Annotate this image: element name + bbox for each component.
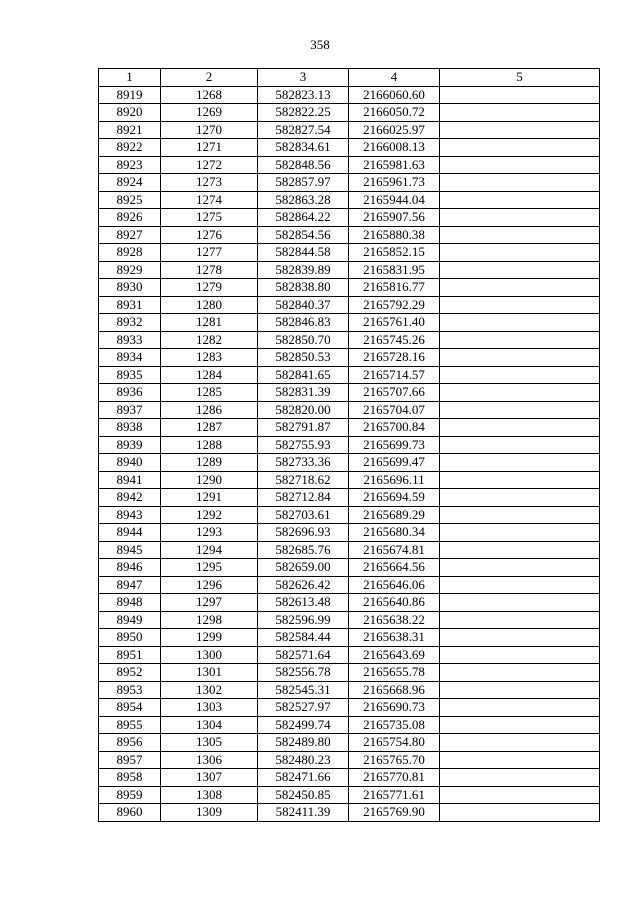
page-number: 358 [310, 37, 330, 52]
table-cell-col-5 [440, 454, 600, 472]
table-cell-col-4: 2166008.13 [349, 139, 440, 157]
table-cell-col-3: 582480.23 [258, 751, 349, 769]
table-cell-col-1: 8943 [99, 506, 161, 524]
table-cell-col-2: 1279 [161, 279, 258, 297]
table-cell-col-2: 1294 [161, 541, 258, 559]
table-cell-col-4: 2165690.73 [349, 699, 440, 717]
table-row [99, 699, 600, 717]
table-cell-col-2: 1300 [161, 646, 258, 664]
table-cell-col-3: 582854.56 [258, 226, 349, 244]
table-cell-col-5 [440, 489, 600, 507]
table-row [99, 104, 600, 122]
table-cell-col-5 [440, 594, 600, 612]
table-row [99, 524, 600, 542]
table-cell-col-3: 582571.64 [258, 646, 349, 664]
table-row [99, 366, 600, 384]
table-row [99, 681, 600, 699]
table-cell-col-3: 582696.93 [258, 524, 349, 542]
table-cell-col-1: 8926 [99, 209, 161, 227]
table-cell-col-1: 8955 [99, 716, 161, 734]
table-cell-col-1: 8953 [99, 681, 161, 699]
table-cell-col-5 [440, 716, 600, 734]
table-row [99, 401, 600, 419]
table-cell-col-4: 2165771.61 [349, 786, 440, 804]
table-cell-col-2: 1280 [161, 296, 258, 314]
table-cell-col-4: 2165754.80 [349, 734, 440, 752]
table-row [99, 244, 600, 262]
table-cell-col-4: 2165728.16 [349, 349, 440, 367]
table-cell-col-2: 1268 [161, 86, 258, 104]
table-row [99, 139, 600, 157]
table-cell-col-4: 2165696.11 [349, 471, 440, 489]
table-cell-col-3: 582864.22 [258, 209, 349, 227]
table-cell-col-3: 582450.85 [258, 786, 349, 804]
table-cell-col-2: 1276 [161, 226, 258, 244]
table-cell-col-5 [440, 646, 600, 664]
table-cell-col-1: 8924 [99, 174, 161, 192]
table-row [99, 174, 600, 192]
table-cell-col-3: 582834.61 [258, 139, 349, 157]
table-cell-col-3: 582831.39 [258, 384, 349, 402]
table-cell-col-2: 1295 [161, 559, 258, 577]
table-cell-col-2: 1307 [161, 769, 258, 787]
table-cell-col-5 [440, 541, 600, 559]
table-cell-col-4: 2165646.06 [349, 576, 440, 594]
table-cell-col-3: 582712.84 [258, 489, 349, 507]
table-cell-col-1: 8957 [99, 751, 161, 769]
table-cell-col-3: 582596.99 [258, 611, 349, 629]
table-cell-col-4: 2165880.38 [349, 226, 440, 244]
table-cell-col-3: 582659.00 [258, 559, 349, 577]
table-cell-col-2: 1305 [161, 734, 258, 752]
table-cell-col-1: 8958 [99, 769, 161, 787]
table-cell-col-2: 1286 [161, 401, 258, 419]
table-cell-col-2: 1289 [161, 454, 258, 472]
table-cell-col-5 [440, 191, 600, 209]
table-cell-col-4: 2165699.73 [349, 436, 440, 454]
table-cell-col-2: 1274 [161, 191, 258, 209]
table-cell-col-5 [440, 751, 600, 769]
table-cell-col-4: 2165792.29 [349, 296, 440, 314]
table-cell-col-3: 582411.39 [258, 804, 349, 822]
table-cell-col-3: 582838.80 [258, 279, 349, 297]
table-cell-col-4: 2165674.81 [349, 541, 440, 559]
table-cell-col-4: 2165638.22 [349, 611, 440, 629]
table-cell-col-1: 8940 [99, 454, 161, 472]
table-row [99, 279, 600, 297]
table-cell-col-3: 582489.80 [258, 734, 349, 752]
table-cell-col-4: 2165707.66 [349, 384, 440, 402]
table-cell-col-3: 582499.74 [258, 716, 349, 734]
table-cell-col-3: 582791.87 [258, 419, 349, 437]
table-cell-col-4: 2165655.78 [349, 664, 440, 682]
table-cell-col-1: 8925 [99, 191, 161, 209]
table-cell-col-5 [440, 681, 600, 699]
table-cell-col-2: 1269 [161, 104, 258, 122]
table-cell-col-2: 1299 [161, 629, 258, 647]
table-cell-col-3: 582822.25 [258, 104, 349, 122]
table-row [99, 804, 600, 822]
column-header-5: 5 [440, 69, 600, 87]
table-row [99, 296, 600, 314]
table-cell-col-2: 1283 [161, 349, 258, 367]
table-cell-col-4: 2165852.15 [349, 244, 440, 262]
table-cell-col-5 [440, 226, 600, 244]
table-cell-col-4: 2165680.34 [349, 524, 440, 542]
table-cell-col-4: 2165765.70 [349, 751, 440, 769]
table-cell-col-1: 8938 [99, 419, 161, 437]
table-row [99, 454, 600, 472]
table-cell-col-1: 8954 [99, 699, 161, 717]
table-cell-col-4: 2165700.84 [349, 419, 440, 437]
table-cell-col-1: 8950 [99, 629, 161, 647]
table-cell-col-4: 2166060.60 [349, 86, 440, 104]
table-cell-col-1: 8960 [99, 804, 161, 822]
table-cell-col-1: 8931 [99, 296, 161, 314]
table-cell-col-2: 1301 [161, 664, 258, 682]
table-cell-col-2: 1275 [161, 209, 258, 227]
table-cell-col-4: 2165714.57 [349, 366, 440, 384]
table-cell-col-1: 8936 [99, 384, 161, 402]
table-row [99, 594, 600, 612]
table-cell-col-2: 1304 [161, 716, 258, 734]
table-cell-col-1: 8921 [99, 121, 161, 139]
table-cell-col-1: 8944 [99, 524, 161, 542]
table-cell-col-5 [440, 524, 600, 542]
table-cell-col-5 [440, 471, 600, 489]
table-cell-col-2: 1281 [161, 314, 258, 332]
table-cell-col-3: 582840.37 [258, 296, 349, 314]
table-cell-col-4: 2165769.90 [349, 804, 440, 822]
table-cell-col-1: 8934 [99, 349, 161, 367]
table-cell-col-2: 1282 [161, 331, 258, 349]
table-row [99, 384, 600, 402]
table-row [99, 419, 600, 437]
table-cell-col-5 [440, 576, 600, 594]
table-cell-col-2: 1297 [161, 594, 258, 612]
table-row [99, 541, 600, 559]
table-row [99, 576, 600, 594]
table-cell-col-2: 1309 [161, 804, 258, 822]
table-cell-col-2: 1303 [161, 699, 258, 717]
table-row [99, 751, 600, 769]
table-cell-col-4: 2165770.81 [349, 769, 440, 787]
table-row [99, 314, 600, 332]
table-cell-col-5 [440, 349, 600, 367]
table-cell-col-1: 8945 [99, 541, 161, 559]
table-cell-col-2: 1308 [161, 786, 258, 804]
table-row [99, 664, 600, 682]
table-cell-col-5 [440, 611, 600, 629]
table-cell-col-2: 1290 [161, 471, 258, 489]
table-cell-col-2: 1278 [161, 261, 258, 279]
table-cell-col-3: 582613.48 [258, 594, 349, 612]
table-cell-col-5 [440, 699, 600, 717]
table-cell-col-2: 1287 [161, 419, 258, 437]
table-cell-col-2: 1296 [161, 576, 258, 594]
table-cell-col-4: 2165689.29 [349, 506, 440, 524]
table-cell-col-2: 1271 [161, 139, 258, 157]
table-cell-col-4: 2165761.40 [349, 314, 440, 332]
table-cell-col-3: 582733.36 [258, 454, 349, 472]
table-cell-col-3: 582471.66 [258, 769, 349, 787]
table-cell-col-1: 8928 [99, 244, 161, 262]
table-cell-col-3: 582556.78 [258, 664, 349, 682]
table-cell-col-4: 2165664.56 [349, 559, 440, 577]
table-row [99, 349, 600, 367]
table-cell-col-2: 1272 [161, 156, 258, 174]
table-cell-col-5 [440, 401, 600, 419]
table-cell-col-1: 8930 [99, 279, 161, 297]
column-header-4: 4 [349, 69, 440, 87]
table-cell-col-5 [440, 209, 600, 227]
table-cell-col-5 [440, 366, 600, 384]
table-cell-col-5 [440, 156, 600, 174]
table-body [99, 86, 600, 821]
table-cell-col-5 [440, 769, 600, 787]
table-cell-col-3: 582839.89 [258, 261, 349, 279]
table-cell-col-5 [440, 86, 600, 104]
table-cell-col-2: 1298 [161, 611, 258, 629]
table-cell-col-2: 1277 [161, 244, 258, 262]
table-cell-col-1: 8952 [99, 664, 161, 682]
table-cell-col-5 [440, 629, 600, 647]
table-cell-col-2: 1293 [161, 524, 258, 542]
table-cell-col-5 [440, 436, 600, 454]
table-cell-col-4: 2165643.69 [349, 646, 440, 664]
table-cell-col-1: 8932 [99, 314, 161, 332]
table-cell-col-4: 2166025.97 [349, 121, 440, 139]
table-row [99, 734, 600, 752]
table-row [99, 86, 600, 104]
table-cell-col-4: 2166050.72 [349, 104, 440, 122]
table-cell-col-4: 2165668.96 [349, 681, 440, 699]
table-cell-col-2: 1306 [161, 751, 258, 769]
table-cell-col-3: 582823.13 [258, 86, 349, 104]
table-cell-col-1: 8946 [99, 559, 161, 577]
table-cell-col-3: 582841.65 [258, 366, 349, 384]
table-cell-col-1: 8919 [99, 86, 161, 104]
table-cell-col-5 [440, 734, 600, 752]
table-cell-col-4: 2165907.56 [349, 209, 440, 227]
table-cell-col-3: 582820.00 [258, 401, 349, 419]
table-cell-col-5 [440, 279, 600, 297]
table-cell-col-3: 582685.76 [258, 541, 349, 559]
table-row [99, 436, 600, 454]
table-cell-col-1: 8941 [99, 471, 161, 489]
table-cell-col-5 [440, 139, 600, 157]
table-row [99, 646, 600, 664]
table-cell-col-1: 8933 [99, 331, 161, 349]
table-header-row [99, 69, 600, 87]
table-cell-col-2: 1273 [161, 174, 258, 192]
table-row [99, 629, 600, 647]
table-row [99, 786, 600, 804]
table-cell-col-3: 582718.62 [258, 471, 349, 489]
table-cell-col-3: 582846.83 [258, 314, 349, 332]
table-cell-col-1: 8920 [99, 104, 161, 122]
table-cell-col-5 [440, 384, 600, 402]
table-row [99, 611, 600, 629]
table-cell-col-1: 8939 [99, 436, 161, 454]
table-cell-col-5 [440, 506, 600, 524]
table-cell-col-3: 582850.70 [258, 331, 349, 349]
table-cell-col-1: 8935 [99, 366, 161, 384]
table-cell-col-3: 582527.97 [258, 699, 349, 717]
table-cell-col-3: 582584.44 [258, 629, 349, 647]
table-cell-col-1: 8942 [99, 489, 161, 507]
table-cell-col-3: 582827.54 [258, 121, 349, 139]
column-header-1: 1 [99, 69, 161, 87]
table-cell-col-3: 582626.42 [258, 576, 349, 594]
table-cell-col-3: 582863.28 [258, 191, 349, 209]
table-cell-col-5 [440, 559, 600, 577]
table-cell-col-4: 2165699.47 [349, 454, 440, 472]
table-cell-col-4: 2165638.31 [349, 629, 440, 647]
table-cell-col-5 [440, 244, 600, 262]
table-row [99, 559, 600, 577]
table-cell-col-4: 2165745.26 [349, 331, 440, 349]
table-row [99, 506, 600, 524]
table-cell-col-4: 2165816.77 [349, 279, 440, 297]
table-cell-col-4: 2165944.04 [349, 191, 440, 209]
table-cell-col-1: 8951 [99, 646, 161, 664]
table-row [99, 716, 600, 734]
table-cell-col-2: 1288 [161, 436, 258, 454]
table-row [99, 489, 600, 507]
table-cell-col-2: 1270 [161, 121, 258, 139]
coordinates-table [98, 68, 600, 822]
table-row [99, 226, 600, 244]
table-cell-col-1: 8959 [99, 786, 161, 804]
table-cell-col-1: 8929 [99, 261, 161, 279]
table-cell-col-4: 2165704.07 [349, 401, 440, 419]
table-cell-col-4: 2165831.95 [349, 261, 440, 279]
table-cell-col-5 [440, 104, 600, 122]
table-row [99, 191, 600, 209]
table-cell-col-5 [440, 174, 600, 192]
table-cell-col-4: 2165961.73 [349, 174, 440, 192]
table-row [99, 471, 600, 489]
table-cell-col-4: 2165735.08 [349, 716, 440, 734]
table-cell-col-3: 582857.97 [258, 174, 349, 192]
table-row [99, 156, 600, 174]
table-cell-col-2: 1284 [161, 366, 258, 384]
table-cell-col-4: 2165640.86 [349, 594, 440, 612]
table-cell-col-5 [440, 419, 600, 437]
table-cell-col-5 [440, 121, 600, 139]
column-header-3: 3 [258, 69, 349, 87]
table-cell-col-3: 582703.61 [258, 506, 349, 524]
column-header-2: 2 [161, 69, 258, 87]
table-cell-col-3: 582848.56 [258, 156, 349, 174]
table-cell-col-1: 8948 [99, 594, 161, 612]
table-row [99, 261, 600, 279]
table-cell-col-5 [440, 314, 600, 332]
table-cell-col-4: 2165981.63 [349, 156, 440, 174]
table-cell-col-3: 582850.53 [258, 349, 349, 367]
table-cell-col-5 [440, 331, 600, 349]
table-cell-col-3: 582844.58 [258, 244, 349, 262]
table-cell-col-1: 8937 [99, 401, 161, 419]
table-row [99, 331, 600, 349]
table-row [99, 209, 600, 227]
table-cell-col-2: 1302 [161, 681, 258, 699]
table-cell-col-2: 1291 [161, 489, 258, 507]
table-cell-col-1: 8927 [99, 226, 161, 244]
table-cell-col-1: 8922 [99, 139, 161, 157]
table-cell-col-1: 8949 [99, 611, 161, 629]
table-cell-col-2: 1292 [161, 506, 258, 524]
table-cell-col-5 [440, 261, 600, 279]
table-cell-col-1: 8956 [99, 734, 161, 752]
table-cell-col-5 [440, 786, 600, 804]
table-row [99, 769, 600, 787]
table-row [99, 121, 600, 139]
table-cell-col-2: 1285 [161, 384, 258, 402]
table-cell-col-5 [440, 296, 600, 314]
table-cell-col-3: 582545.31 [258, 681, 349, 699]
table-cell-col-1: 8947 [99, 576, 161, 594]
table-cell-col-4: 2165694.59 [349, 489, 440, 507]
table-cell-col-1: 8923 [99, 156, 161, 174]
table-cell-col-3: 582755.93 [258, 436, 349, 454]
table-cell-col-5 [440, 804, 600, 822]
table-cell-col-5 [440, 664, 600, 682]
